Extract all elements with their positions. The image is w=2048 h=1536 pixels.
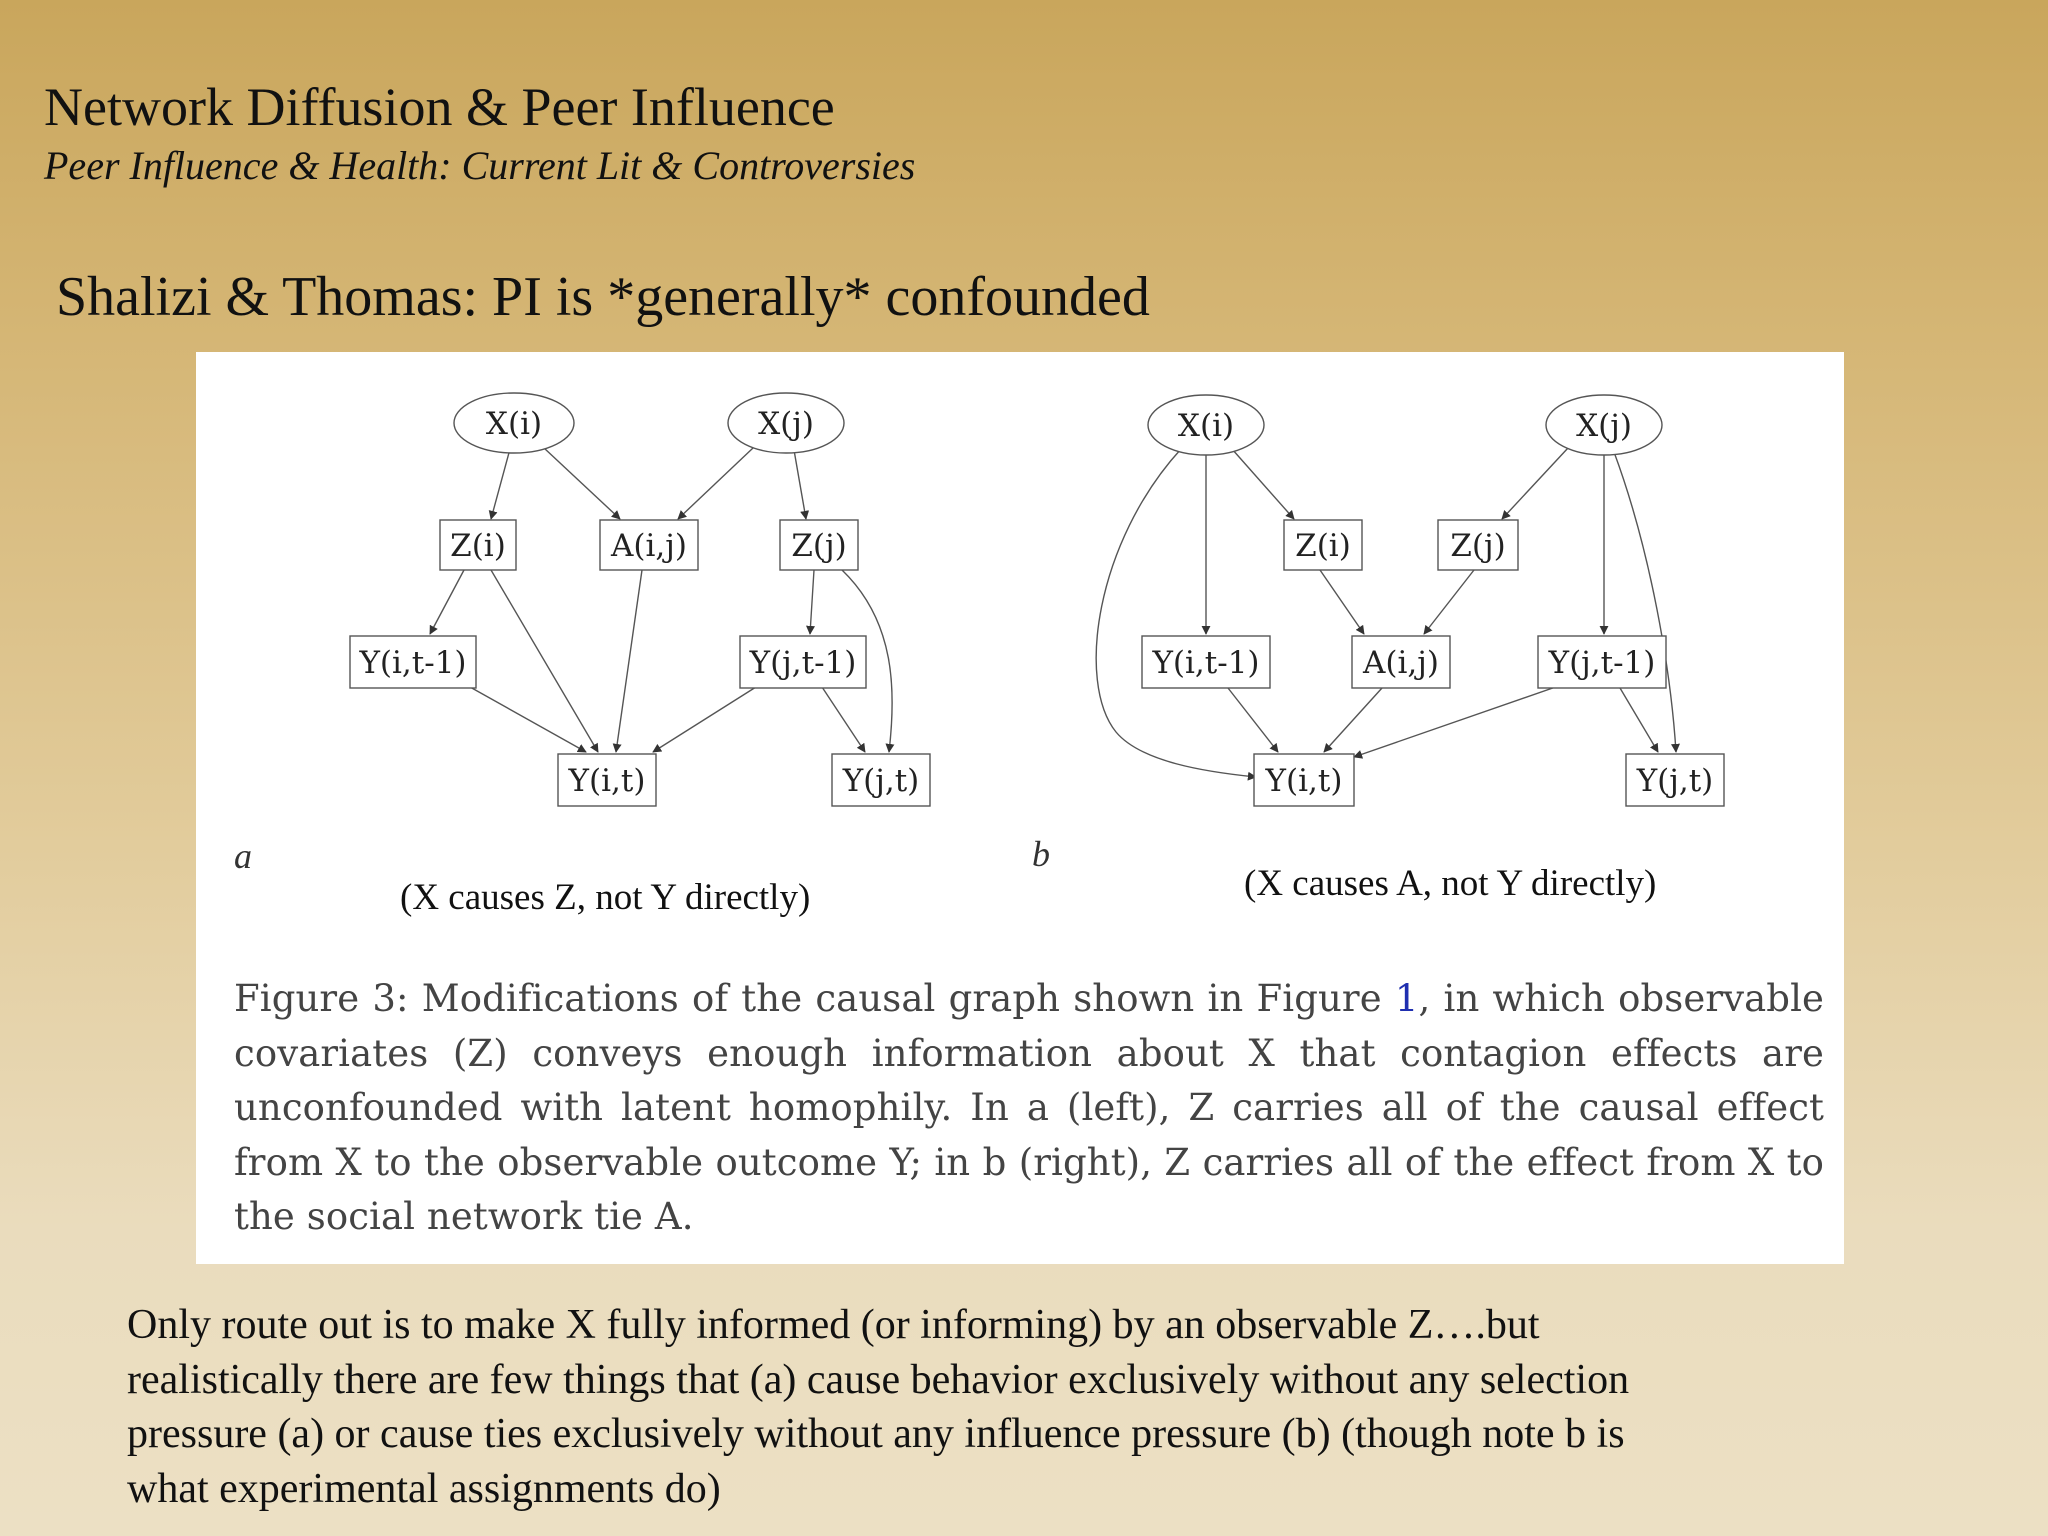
label-b-zj: Z(j) [1450,528,1506,564]
edge-b-xj-yjt [1614,452,1676,752]
edge-a-xj-aij [678,448,753,519]
panel-b-letter: b [1032,834,1050,874]
figure-panel [196,352,1844,1264]
label-a-zi: Z(i) [450,528,506,564]
edge-b-yjt1-yjt [1620,688,1658,752]
panel-a-letter: a [234,836,252,876]
edge-a-yjt1-yjt [822,687,865,752]
label-a-yit1: Y(i,t-1) [359,645,467,681]
edge-b-xi-yit [1096,449,1256,777]
label-b-yit: Y(i,t) [1265,763,1343,799]
edge-b-yjt1-yit [1354,682,1570,757]
edge-a-zi-yit [491,570,598,752]
label-b-xj: X(j) [1576,408,1632,444]
figure-reference-link[interactable]: 1 [1394,977,1419,1020]
edge-a-xi-aij [544,448,620,519]
slide-heading: Shalizi & Thomas: PI is *generally* confounded [56,266,1150,328]
label-b-aij: A(i,j) [1363,645,1439,681]
panel-a-annotation: (X causes Z, not Y directly) [400,877,811,918]
slide-title: Network Diffusion & Peer Influence [44,77,835,137]
edge-a-yjt1-yit [653,687,756,752]
label-a-yjt1: Y(j,t-1) [749,645,857,681]
label-b-zi: Z(i) [1295,528,1351,564]
label-b-xi: X(i) [1177,408,1235,444]
graph-b [1096,395,1724,806]
label-b-yjt: Y(j,t) [1636,763,1714,799]
label-a-yjt: Y(j,t) [842,763,920,799]
edge-a-yit1-yit [470,687,586,752]
edge-a-xi-zi [491,449,510,519]
label-a-xi: X(i) [485,406,543,442]
edge-b-zj-aij [1424,570,1474,634]
caption-text-after: , in which observable covariates (Z) conveys enough information about X that contagion effects are unconfounded with latent homophily. In a (left), Z carries all of the causal effect from X to the observable outcome Y; in b (right), Z carries all of the effect from X to the social network tie A. [234,977,1824,1238]
body-text: Only route out is to make X fully informed (or informing) by an observable Z….but realistically there are few things that (a) cause behavior exclusively without any selection pressure (a) or cause ties exclusively without any influence pressure (b) (though note b is what experimental assignments do) [127,1302,1630,1512]
label-b-yjt1: Y(j,t-1) [1548,645,1656,681]
edge-b-xj-zj [1502,448,1568,519]
panel-b-annotation: (X causes A, not Y directly) [1244,863,1657,904]
graph-a [350,393,930,806]
label-a-zj: Z(j) [791,528,847,564]
edge-a-zi-yit1 [430,570,464,634]
figure-caption [234,972,1824,1245]
label-a-yit: Y(i,t) [568,763,646,799]
slide-subtitle: Peer Influence & Health: Current Lit & Controversies [44,143,916,188]
caption-text-before: Figure 3: Modifications of the causal graph shown in Figure [234,977,1395,1020]
edge-a-xj-zj [794,450,806,519]
edge-b-zi-aij [1320,570,1364,634]
edge-b-aij-yit [1324,688,1382,752]
label-a-aij: A(i,j) [611,528,687,564]
edge-a-aij-yit [616,570,642,752]
edge-b-xi-zi [1232,449,1294,519]
edge-b-yit1-yit [1228,688,1278,752]
edge-a-zj-yjt1 [810,570,814,634]
label-a-xj: X(j) [758,406,814,442]
label-b-yit1: Y(i,t-1) [1152,645,1260,681]
